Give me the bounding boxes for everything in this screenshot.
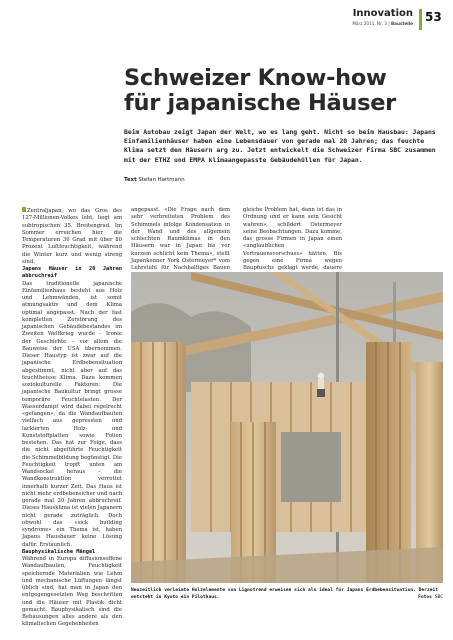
paragraph-marker — [22, 207, 26, 212]
issue-date: März 2011, Nr. 3 — [352, 21, 387, 26]
column-2-text: angepasst. «Die Frage nach dem sehr verbreiteten Problem des Schimmels infolge Kondensation in der Wand und des allgemein schlechten Raumklimas in den Häusern war in Japan bis vor kurzem schlicht kein Thema», stellt Japankenner York Ostermeyer* vom Lehrstuhl für Nachhaltiges Bauen — [131, 207, 230, 271]
article-lead: Beim Autobau zeigt Japan der Welt, wo es lang geht. Nicht so beim Hausbau: Japans Einfamilienhäuser haben eine Lebensdauer von gerade mal 20 Jahren; das feuchte Klima setzt den Häusern arg zu. Jetzt entwickelt die Schweizer Firma SBC zusammen mit der ETHZ und EMPA klimaangepasste Gebäudehüllen für Japan. — [124, 128, 436, 164]
subheading-1: Japans Häuser in 20 Jahren abbruchreif — [22, 266, 122, 280]
byline-label: Text — [124, 177, 137, 183]
title-line-1: Schweizer Know-how — [124, 65, 387, 91]
timber-frame-image — [131, 272, 443, 583]
accent-bar — [419, 9, 422, 30]
column-3-text: gleiche Problem hat, dann ist das in Ordnung und er kann sein Gesicht wahren», schildert Ostermeyer seine Beobachtungen. Dazu komme, das grosse Firmen in Japan einen «unglaublichen Vertrauensvorschuss» hätten. Bis gegen eine Firma wegen Baupfuschs geklagt werde, dauere — [243, 207, 342, 271]
page-number: 53 — [425, 10, 442, 24]
intro-paragraph — [22, 207, 122, 266]
section-label: Innovation — [352, 8, 413, 19]
article-title — [124, 66, 444, 116]
magazine-name: Baustelle — [390, 21, 413, 26]
credit-name: SBC — [434, 594, 443, 600]
page-header — [0, 0, 453, 36]
construction-photo — [131, 272, 443, 583]
byline-author: Stefan Hartmann — [138, 177, 185, 183]
subheading-2: Bauphysikalische Mängel — [22, 548, 96, 555]
paragraph-2: Das traditionelle japanische Einfamilienhaus besteht aus Holz und Lehmwänden, ist somit atmungsaktiv und dem Klima optimal angepasst. Nach der fast kompletten Zerstörung des japanischen Gebäudebestandes im Zweiten Weltkrieg wurde – Ironie der Geschichte – vor allem die Bauweise der USA übernommen. Dieser Haustyp ist zwar auf die japanische Erdbebensituation abgestimmt, nicht aber auf das feuchtheisse Klima. Dazu kommen soziokulturelle Faktoren: Die japanische Baukultur bringt grosse temporäre Feuchtelasten. Der Wasserdampf wird dabei regelrecht «gefangen», da die Wandaufbauten vielfach aus gepressten und lackierten Holz- und Kunststoffplatten sowie Folien bestehen. Das hat zur Folge, dass die nicht abgeführte Feuchtigkeit die Schimmelbildung begünstigt. Die Feuchtigkeit tropft unten am Wandsockel heraus – die Wandkonstruktion verrottet innerhalb kurzer Zeit. Das Haus ist nicht mehr erdbebensicher und nach gerade mal 20 Jahren abbruchreif. Dieses Hausklima ist vielen Japanern nicht gerade zuträglich. Doch obwohl das «sick building syndrome» ein Thema ist, haben Japans Hausbauer keine Lösung dafür. Erstaunlich. — [22, 280, 122, 548]
column-1 — [22, 207, 122, 629]
credit-label: Fotos — [418, 594, 432, 600]
photo-caption — [131, 588, 443, 601]
photo-credit — [418, 595, 443, 602]
intro-text: Zentraljapan, wo das Gros des 127-Millionen-Volkes lebt, liegt am subtropischen 35. Breitengrad. Im Sommer erreichen hier die Temperaturen 30 Grad mit über 80 Prozent Luftfeuchtigkeit, während die Winter kurz und wenig streng sind. — [22, 208, 122, 265]
caption-text: Neuzeitlich verleimte Holzelemente von Lignotrend erweisen sich als ideal für Japans Erdbebensituation. Derzeit entsteht in Kyoto ein Pilothaus. — [131, 588, 438, 600]
paragraph-3: Während in Europa diffusionsoffene Wandaufbauten, Feuchtigkeit speichernde Materialien wie Lehm und mechanische Lüftungen längst üblich sind, hat man in Japan den entgegengesetzten Weg beschritten und die Häuser mit Plastik dicht gemacht. Bauphysikalisch sind die Behausungen alles andere als den klimatischen Gegebenheiten — [22, 556, 122, 628]
title-line-2: für japanische Häuser — [124, 90, 396, 116]
byline — [124, 177, 185, 183]
issue-info: März 2011, Nr. 3 | Baustelle — [352, 21, 413, 26]
